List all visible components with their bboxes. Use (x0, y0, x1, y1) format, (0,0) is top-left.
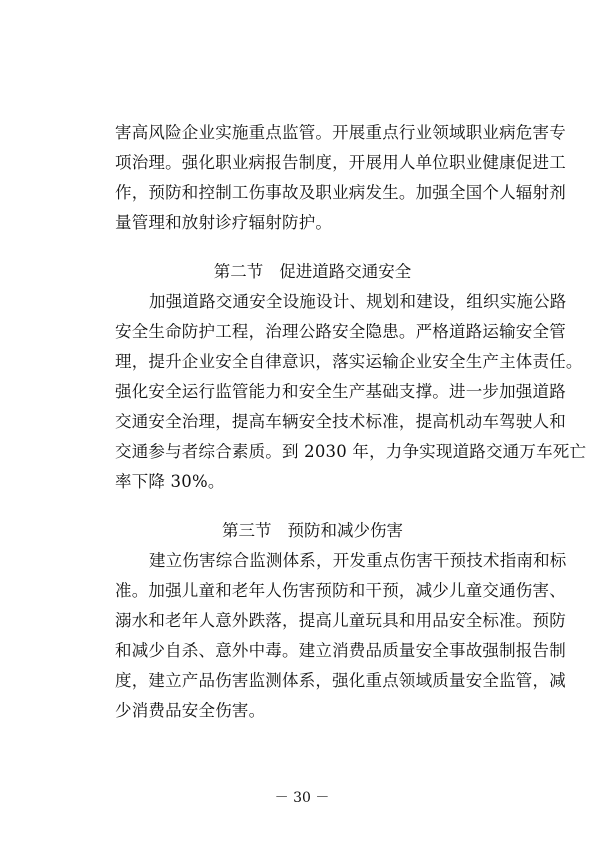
paragraph-continuation (115, 118, 566, 238)
section-paragraph (115, 546, 567, 726)
text-line: 少消费品安全伤害。 (115, 701, 266, 720)
page-body (115, 118, 587, 726)
text-line: 项治理。强化职业病报告制度，开展用人单位职业健康促进工 (115, 153, 566, 172)
text-line: 交通安全治理，提高车辆安全技术标准，提高机动车驾驶人和 (115, 412, 566, 431)
text-line: 率下降 30%。 (115, 472, 225, 491)
section-title: 预防和减少伤害 (287, 521, 403, 540)
text-line: 害高风险企业实施重点监管。开展重点行业领域职业病危害专 (115, 123, 566, 142)
page-number: － 30 － (274, 790, 330, 806)
text-line: 建立伤害综合监测体系，开发重点伤害干预技术指南和标 (149, 551, 567, 570)
text-line: 准。加强儿童和老年人伤害预防和干预，减少儿童交通伤害、 (115, 581, 566, 600)
text-line: 加强道路交通安全设施设计、规划和建设，组织实施公路 (149, 292, 567, 311)
section-paragraph (115, 287, 587, 497)
section-number: 第三节 (222, 521, 272, 540)
text-line: 强化安全运行监管能力和安全生产基础支撑。进一步加强道路 (115, 382, 566, 401)
section-spacer (115, 238, 510, 257)
text-line: 安全生命防护工程，治理公路安全隐患。严格道路运输安全管 (115, 322, 566, 341)
section-heading (115, 257, 510, 287)
text-line: 量管理和放射诊疗辐射防护。 (115, 213, 333, 232)
text-line: 和减少自杀、意外中毒。建立消费品质量安全事故强制报告制 (115, 641, 566, 660)
text-line: 溺水和老年人意外跌落，提高儿童玩具和用品安全标准。预防 (115, 611, 566, 630)
section-number: 第二节 (213, 262, 264, 281)
text-line: 作，预防和控制工伤事故及职业病发生。加强全国个人辐射剂 (115, 183, 566, 202)
section-title: 促进道路交通安全 (279, 262, 412, 281)
text-line: 交通参与者综合素质。到 2030 年，力争实现道路交通万车死亡 (115, 442, 587, 461)
section-heading (115, 516, 510, 546)
text-line: 理，提升企业安全自律意识，落实运输企业安全生产主体责任。 (115, 352, 583, 371)
section-spacer (115, 497, 510, 516)
text-line: 度，建立产品伤害监测体系，强化重点领域质量安全监管，减 (115, 671, 566, 690)
